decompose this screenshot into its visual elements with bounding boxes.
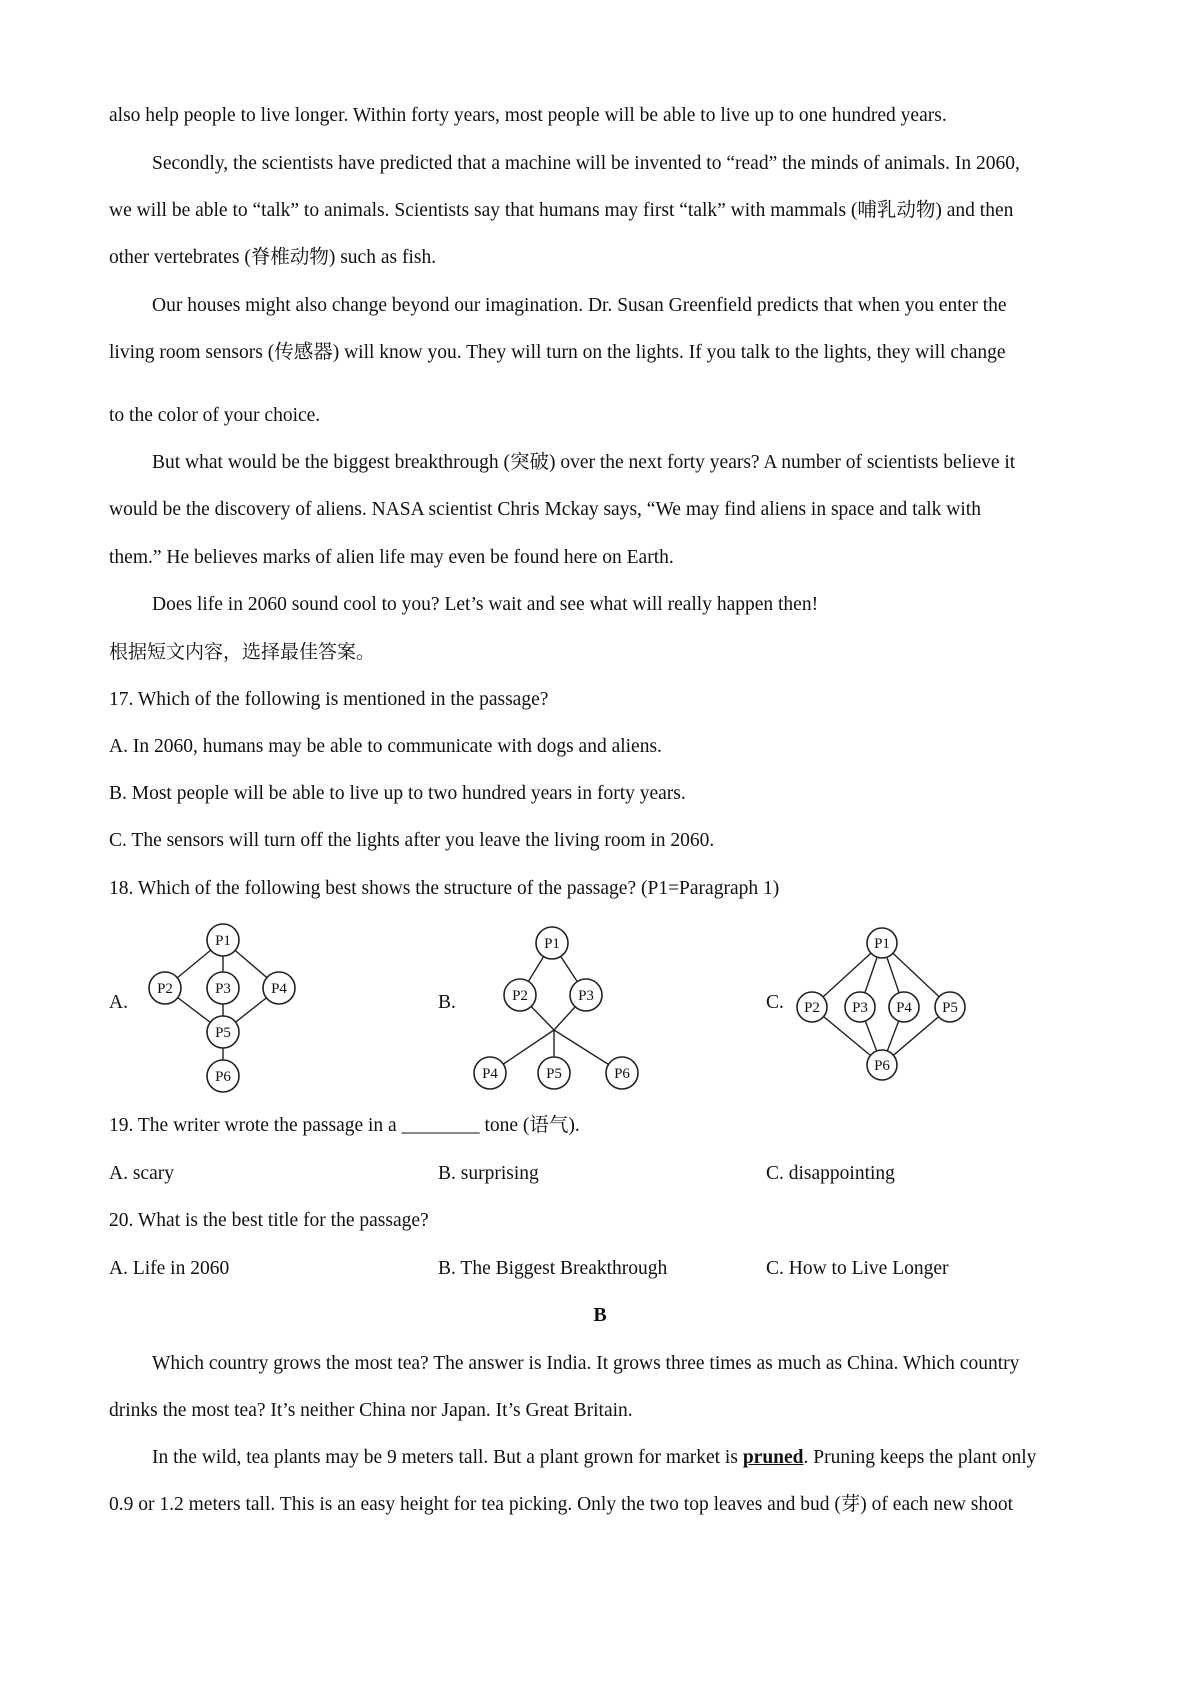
section-b-line-2: drinks the most tea? It’s neither China nor Japan. It’s Great Britain. — [109, 1400, 633, 1421]
passage-line-10: them.” He believes marks of alien life may even be found here on Earth. — [109, 547, 674, 568]
node-b-p1 — [536, 927, 568, 959]
svg-text:P4: P4 — [271, 981, 287, 997]
section-b-line-4: 0.9 or 1.2 meters tall. This is an easy height for tea picking. Only the two top leaves and bud (芽) of each new shoot — [109, 1494, 1014, 1515]
passage-line-6: living room sensors (传感器) will know you. They will turn on the lights. If you talk to the lights, they will change — [109, 342, 1006, 363]
node-a-p4 — [263, 972, 295, 1004]
node-c-p2 — [797, 992, 827, 1022]
structure-diagram-a[interactable] — [135, 915, 305, 1095]
passage-line-8: But what would be the biggest breakthrough (突破) over the next forty years? A number of scientists believe it — [152, 452, 1016, 473]
svg-text:P5: P5 — [215, 1025, 231, 1041]
svg-text:P2: P2 — [512, 988, 528, 1004]
passage-line-7: to the color of your choice. — [109, 405, 321, 426]
node-a-p5 — [207, 1016, 239, 1048]
passage-line-2: Secondly, the scientists have predicted that a machine will be invented to “read” the minds of animals. In 2060, — [152, 153, 1020, 174]
section-b-line-3-end: . Pruning keeps the plant only — [803, 1447, 1037, 1468]
q18-option-c[interactable]: C. — [766, 992, 784, 1013]
node-c-p1 — [867, 928, 897, 958]
node-b-p6 — [606, 1057, 638, 1089]
instruction: 根据短文内容，选择最佳答案。 — [109, 641, 376, 663]
passage-line-9: would be the discovery of aliens. NASA scientist Chris Mckay says, “We may find aliens in space and talk with — [109, 499, 981, 520]
svg-text:P4: P4 — [482, 1066, 498, 1082]
svg-text:P2: P2 — [804, 1000, 820, 1016]
svg-text:P1: P1 — [215, 933, 231, 949]
q20-option-b[interactable]: B. The Biggest Breakthrough — [438, 1258, 668, 1279]
q19-stem: 19. The writer wrote the passage in a ________ tone (语气). — [109, 1115, 580, 1136]
passage-line-11: Does life in 2060 sound cool to you? Let’s wait and see what will really happen then! — [152, 594, 819, 615]
node-a-p1 — [207, 924, 239, 956]
node-c-p3 — [845, 992, 875, 1022]
q17-option-b[interactable]: B. Most people will be able to live up to two hundred years in forty years. — [109, 783, 686, 804]
q17-option-c[interactable]: C. The sensors will turn off the lights after you leave the living room in 2060. — [109, 830, 715, 851]
section-b-line-3 — [152, 1446, 1036, 1470]
svg-text:P3: P3 — [215, 981, 231, 997]
svg-text:P1: P1 — [544, 936, 560, 952]
svg-text:P6: P6 — [215, 1069, 231, 1085]
node-b-p2 — [504, 979, 536, 1011]
section-b-heading: B — [593, 1304, 607, 1326]
q19-option-a[interactable]: A. scary — [109, 1163, 174, 1184]
node-c-p4 — [889, 992, 919, 1022]
node-a-p2 — [149, 972, 181, 1004]
svg-text:P4: P4 — [896, 1000, 912, 1016]
svg-text:P3: P3 — [852, 1000, 868, 1016]
node-c-p5 — [935, 992, 965, 1022]
q17-stem: 17. Which of the following is mentioned in the passage? — [109, 689, 549, 710]
passage-line-4: other vertebrates (脊椎动物) such as fish. — [109, 247, 437, 268]
q19-option-c[interactable]: C. disappointing — [766, 1163, 895, 1184]
structure-diagram-b[interactable] — [462, 915, 662, 1095]
svg-text:P6: P6 — [614, 1066, 630, 1082]
node-a-p3 — [207, 972, 239, 1004]
q18-option-a[interactable]: A. — [109, 992, 128, 1013]
q18-option-b[interactable]: B. — [438, 992, 456, 1013]
section-b-line-3-start: In the wild, tea plants may be 9 meters tall. But a plant grown for market is — [152, 1447, 743, 1468]
svg-text:P5: P5 — [942, 1000, 958, 1016]
section-b-line-1: Which country grows the most tea? The answer is India. It grows three times as much as China. Which country — [152, 1353, 1020, 1374]
node-b-p3 — [570, 979, 602, 1011]
q17-option-a[interactable]: A. In 2060, humans may be able to communicate with dogs and aliens. — [109, 736, 662, 757]
node-c-p6 — [867, 1050, 897, 1080]
svg-text:P3: P3 — [578, 988, 594, 1004]
node-a-p6 — [207, 1060, 239, 1092]
svg-text:P2: P2 — [157, 981, 173, 997]
q20-option-a[interactable]: A. Life in 2060 — [109, 1258, 230, 1279]
q18-stem: 18. Which of the following best shows the structure of the passage? (P1=Paragraph 1) — [109, 878, 780, 899]
passage-line-1: also help people to live longer. Within forty years, most people will be able to live up to one hundred years. — [109, 105, 947, 126]
passage-line-3: we will be able to “talk” to animals. Scientists say that humans may first “talk” with mammals (哺乳动物) and then — [109, 200, 1014, 221]
q20-option-c[interactable]: C. How to Live Longer — [766, 1258, 949, 1279]
structure-diagram-c[interactable] — [792, 915, 982, 1085]
q19-option-b[interactable]: B. surprising — [438, 1163, 539, 1184]
svg-text:P6: P6 — [874, 1058, 890, 1074]
q20-stem: 20. What is the best title for the passage? — [109, 1210, 429, 1231]
node-b-p4 — [474, 1057, 506, 1089]
svg-text:P1: P1 — [874, 936, 890, 952]
passage-line-5: Our houses might also change beyond our imagination. Dr. Susan Greenfield predicts that when you enter the — [152, 295, 1007, 316]
underlined-word-pruned: pruned — [742, 1447, 804, 1468]
svg-text:P5: P5 — [546, 1066, 562, 1082]
node-b-p5 — [538, 1057, 570, 1089]
